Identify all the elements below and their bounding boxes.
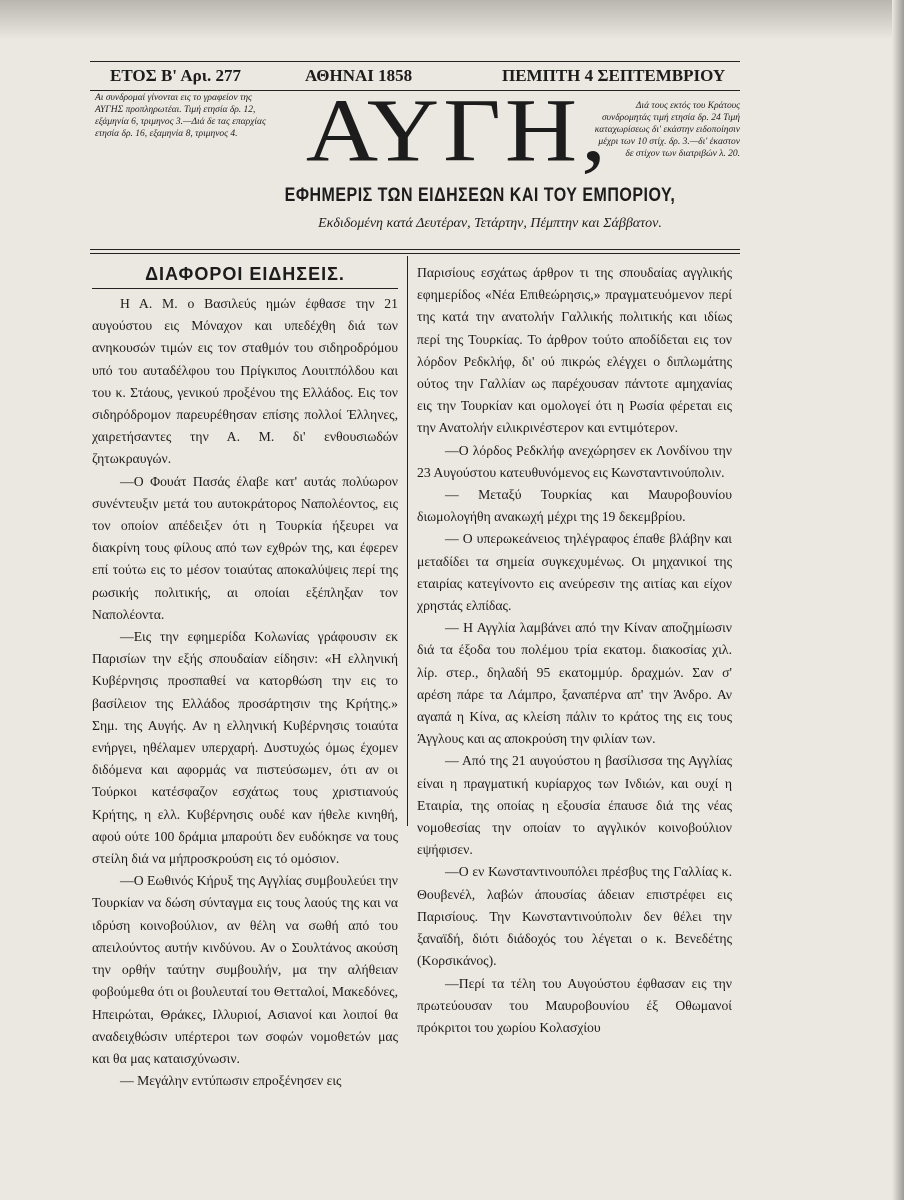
article: —Ο Φουάτ Πασάς έλαβε κατ' αυτάς πολύωρον συνέντευξιν μετά του αυτοκράτορος Ναπολέοντος, εις τον οποίον απέδειξεν ότι η Τουρκία ήξευρει να διακρίνη τους φίλους από των εχθρών της, και έφερεν επί τούτω εις το μέσον τοιαύτας αποκαλύψεις περί της ρωσικής πολιτικής, αι οποίαι εξέπληξαν τον Ναπολέοντα.	[92, 473, 398, 622]
issue-date: ΠΕΜΠΤΗ 4 ΣΕΠΤΕΜΒΡΙΟΥ	[502, 66, 726, 85]
article: —Εις την εφημερίδα Κολωνίας γράφουσιν εκ Παρισίων την εξής σπουδαίαν είδησιν: «Η ελληνική Κυβέρνησις προσπαθεί να κατορθώση την εις το βασίλειον της Ελλάδος προσάρτησιν της Κρήτης.» Σημ. της Αυγής. Αν η ελληνική Κυβέρνησις τοιαύτα ενήργει, ηθέλαμεν υπερχαρή. Δυστυχώς όμως έχομεν διδόμενα και αφορμάς να πιστεύσωμεν, ότι αν οι Τούρκοι κατέσφαζον εσχάτως τους χριστιανούς Κρήτης, η ελλ. Κυβέρνησις ουδέ καν ήθελε κινηθή, αφού ούτε 100 δράμια μπαρούτι δεν ευδόκησε να τους στείλη διά να μήπροσκρούση εις τό ομόσιον.	[92, 629, 398, 867]
article: Παρισίους εσχάτως άρθρον τι της σπουδαίας αγγλικής εφημερίδος «Νέα Επιθεώρησις,» πραγματευόμενον περί της κατά την ανατολήν Γαλλικής πολιτικής και ιδίως περί της Τουρκίας. Το άρθρον τούτο αποδίδεται εις τον λόρδον Ρεδκλήφ, δι' ού πικρώς ελέγχει ο διπλωμάτης ούτος την Γαλλίαν ως παρέχουσαν πάντοτε αμηχανίας εις την Τουρκίαν και ομολογεί ότι η Ρωσία φέρεται εις την Ανατολήν ειλικρινέστερον και εντιμότερον.	[417, 265, 732, 436]
article: — Η Αγγλία λαμβάνει από την Κίναν αποζημίωσιν διά τα έξοδα του πολέμου τρία εκατομ. διακοσίας χιλ. λίρ. στερ., δηλαδή 95 εκατομμύρ. δραχμών. Σαν σ' αρέση πάρε τα Λάμπρο, ξαναπέρνα απ' την Άνδρο. Αν αγαπά η Κίνα, ας κλείση πάλιν το κράτος της εις τους Άγγλους και ας αποκρούση την φιλίαν των.	[417, 620, 732, 747]
article: — Μεταξύ Τουρκίας και Μαυροβουνίου διωμολογήθη ανακωχή μέχρι της 19 δεκεμβρίου.	[417, 487, 732, 525]
header-double-rule	[90, 249, 740, 254]
article: — Από της 21 αυγούστου η βασίλισσα της Αγγλίας είναι η πραγματική κυρίαρχος των Ινδιών, και ουχί η Εταιρία, της οποίας η εξουσία έπαυσε διά της νέας νομοθεσίας την οποίαν το αγγλικόν κοινοβούλιον εψήφισεν.	[417, 753, 732, 858]
article: Η Α. Μ. ο Βασιλεύς ημών έφθασε την 21 αυγούστου εις Μόναχον και υπεδέχθη διά των ανηκουσών τιμών εις τον σταθμόν του σιδηροδρόμου υπό του αυταδέλφου του Πρίγκιπος Λουιτπόλδου και του κ. Στάους, γενικού προξένου της Ελλάδος. Εις τον σιδηρόδρομον παρευρέθησαν επίσης πολλοί Έλληνες, χαιρετήσαντες την Α. Μ. δι' ενθουσιωδών ζητωκραυγών.	[92, 296, 398, 467]
section-title: ΔΙΑΦΟΡΟΙ ΕΙΔΗΣΕΙΣ.	[92, 262, 398, 289]
left-column	[92, 262, 398, 1192]
page-edge-shadow	[892, 0, 904, 1200]
article: — Ο υπερωκεάνειος τηλέγραφος έπαθε βλάβην και μεταδίδει τα σημεία συγκεχυμένως. Οι μηχανικοί της εταιρίας κατεγίνοντο εις ανεύρεσιν της αιτίας και είχον χρηστάς ελπίδας.	[417, 531, 732, 614]
masthead-title: ΑΥΓΗ,	[305, 80, 611, 181]
article: —Ο εν Κωνσταντινουπόλει πρέσβυς της Γαλλίας κ. Θουβενέλ, λαβών άπουσίας άδειαν επιστρέφει εις Παρισίους. Την Κωνσταντινούπολιν δεν θέλει την ξαναϊδή, διότι διάδοχός του λέγεται ο κ. Βενεδέτης (Κορσικάνος).	[417, 864, 732, 969]
top-rule	[90, 61, 740, 62]
foreign-subscription-note: Διά τους εκτός του Κράτους συνδρομητάς τιμή ετησία δρ. 24 Τιμή καταχωρίσεως δι' εκάστην ειδοποίησιν μέχρι των 10 στίχ. δρ. 3.—δι' έκαστον δε στίχον των διατριβών λ. 20.	[594, 101, 740, 159]
dateline-rule	[90, 90, 740, 91]
subscription-note: Αι συνδρομαί γίνονται εις το γραφείον της ΑΥΓΗΣ προπληρωτέαι. Τιμή ετησία δρ. 12, εξάμηνία 6, τριμηνος 3.—Διά δε τας επαρχίας ετησία δρ. 16, εξαμηνία 8, τριμηνος 4.	[95, 93, 266, 139]
column-divider	[407, 256, 408, 826]
publication-schedule: Εκδιδομένη κατά Δευτέραν, Τετάρτην, Πέμπτην και Σάββατον.	[318, 216, 662, 231]
article: —Ο λόρδος Ρεδκλήφ ανεχώρησεν εκ Λονδίνου την 23 Αυγούστου κατευθυνόμενος εις Κωνσταντινούπολιν.	[417, 442, 732, 480]
article: — Μεγάλην εντύπωσιν επροξένησεν εις	[120, 1073, 342, 1089]
year-issue: ΕΤΟΣ Β' Αρι. 277	[110, 66, 241, 85]
masthead-subtitle: ΕΦΗΜΕΡΙΣ ΤΩΝ ΕΙΔΗΣΕΩΝ ΚΑΙ ΤΟΥ ΕΜΠΟΡΙΟΥ,	[284, 185, 676, 206]
article: —Περί τα τέλη του Αυγούστου έφθασαν εις την πρωτεύουσαν του Μαυροβουνίου έξ Οθωμανοί πρόκριτοι του χωρίου Κολασχίου	[417, 975, 732, 1035]
article: —Ο Εωθινός Κήρυξ της Αγγλίας συμβουλεύει την Τουρκίαν να δώση σύνταγμα εις τους λαούς της και να ιδρύση κοινοβούλιον, αν θέλη να σωθή από του απειλούντος αυτήν κινδύνου. Αν ο Σουλτάνος ακούση την ορθήν ταύτην συμβουλήν, μα την αλήθειαν φοβούμεθα ότι οι βουλευταί του Θετταλοί, Μακεδόνες, Ηπειρώται, Θράκες, Ιλλυριοί, Ασιανοί και λοιποί θα αναδειχθώσιν υπέρτεροι των σοφών νομοθετών μας και θα μας καταισχύνωσιν.	[92, 873, 398, 1066]
right-column	[417, 262, 732, 1192]
city-year: ΑΘΗΝΑΙ 1858	[305, 66, 413, 85]
